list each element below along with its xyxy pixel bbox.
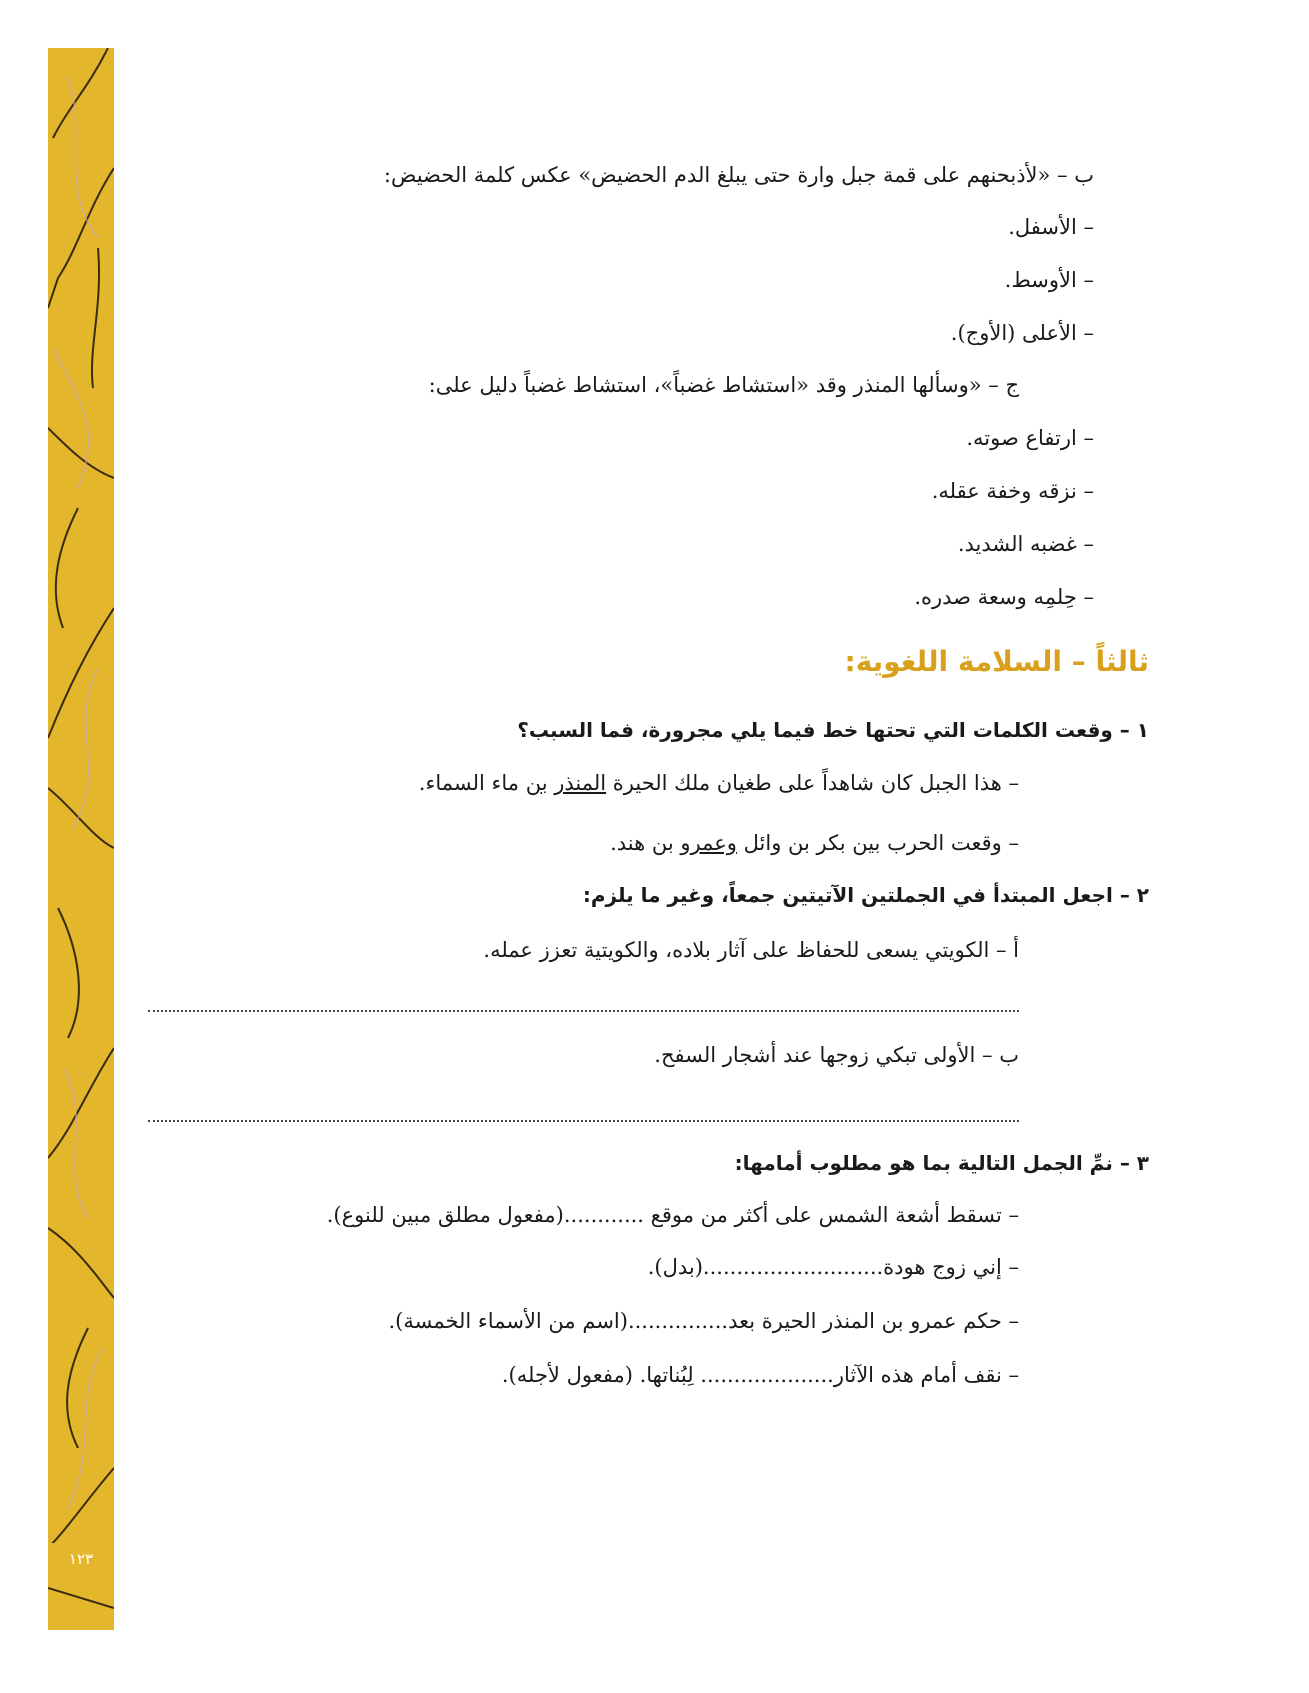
underlined-word-1: المنذر: [554, 771, 607, 795]
q1-line1-post: ماء السماء.: [418, 771, 526, 795]
q3-title: ٣ – نمِّ الجمل التالية بما هو مطلوب أمامها:: [734, 1151, 1149, 1175]
q2-b: ب – الأولى تبكي زوجها عند أشجار السفح.: [654, 1043, 1019, 1067]
question-b: ب – «لأذبحنهم على قمة جبل وارة حتى يبلغ الدم الحضيض» عكس كلمة الحضيض:: [383, 163, 1094, 187]
q3-item-4: – نقف أمام هذه الآثار.................... لِبُناتها. (مفعول لأجله).: [501, 1363, 1019, 1387]
q1-line1: [419, 768, 1019, 798]
option-c-2: – نزقه وخفة عقله.: [931, 479, 1094, 503]
option-b-1: – الأسفل.: [1008, 215, 1094, 239]
section-heading: ثالثاً – السلامة اللغوية:: [844, 645, 1149, 678]
question-c: ج – «وسألها المنذر وقد «استشاط غضباً»، استشاط غضباً دليل على:: [428, 373, 1019, 397]
q3-item-1: – تسقط أشعة الشمس على أكثر من موقع ............(مفعول مطلق مبين للنوع).: [326, 1203, 1019, 1227]
page-number: ١٢٣: [48, 1543, 114, 1575]
option-c-4: – حِلمِه وسعة صدره.: [914, 585, 1094, 609]
q1-line1-pre: – هذا الجبل كان شاهداً على طغيان ملك الحيرة: [606, 771, 1019, 795]
q1-line2-post: بن هند.: [610, 831, 681, 855]
q1-line2: [610, 828, 1019, 858]
decorative-sidebar: [48, 48, 114, 1630]
q1-line2-pre: – وقعت الحرب بين بكر بن وائل: [736, 831, 1019, 855]
option-b-2: – الأوسط.: [1004, 268, 1094, 292]
option-c-3: – غضبه الشديد.: [957, 532, 1094, 556]
crack-pattern: [48, 48, 114, 1630]
answer-line-b[interactable]: [148, 1120, 1019, 1122]
option-b-3: – الأعلى (الأوج).: [950, 321, 1094, 345]
q1-title: ١ – وقعت الكلمات التي تحتها خط فيما يلي مجرورة، فما السبب؟: [517, 718, 1149, 742]
q2-a: أ – الكويتي يسعى للحفاظ على آثار بلاده، والكويتية تعزز عمله.: [483, 938, 1019, 962]
underlined-word-3: وعمرو: [680, 831, 737, 855]
q2-title: ٢ – اجعل المبتدأ في الجملتين الآتيتين جمعاً، وغير ما يلزم:: [582, 883, 1149, 907]
answer-line-a[interactable]: [148, 1010, 1019, 1012]
option-c-1: – ارتفاع صوته.: [966, 426, 1094, 450]
underlined-word-2: بن: [525, 771, 548, 795]
q3-item-3: – حكم عمرو بن المنذر الحيرة بعد...............(اسم من الأسماء الخمسة).: [388, 1309, 1019, 1333]
q3-item-2: – إني زوج هودة...........................(بدل).: [647, 1255, 1019, 1279]
